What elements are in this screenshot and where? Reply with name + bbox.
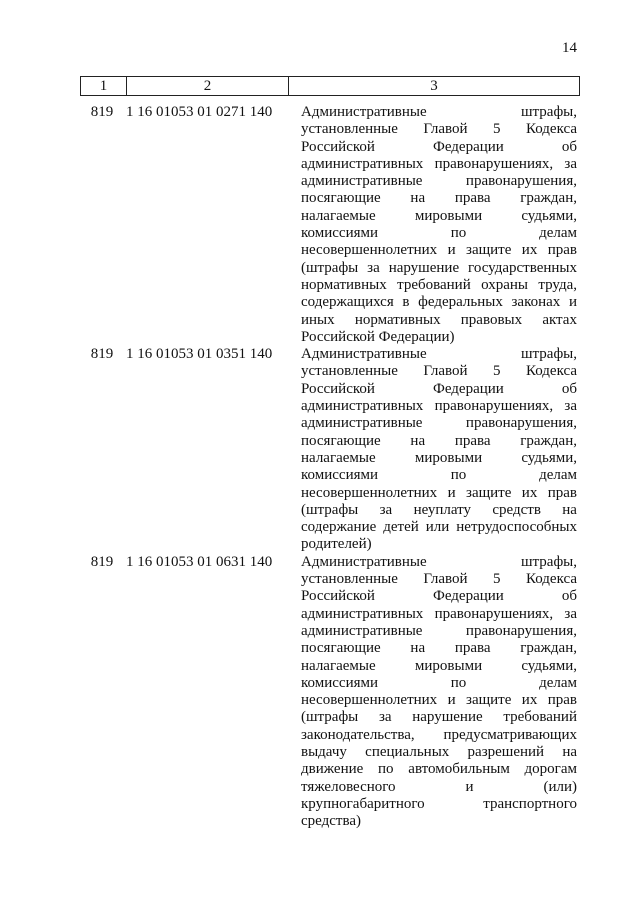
- description-word: за: [378, 709, 392, 726]
- description-word: иных: [301, 311, 335, 328]
- description-word: правонарушения,: [465, 622, 577, 639]
- description-word: крупногабаритного: [301, 795, 425, 812]
- table-row: [80, 554, 579, 831]
- description-word: по: [450, 225, 467, 242]
- table-row: [80, 346, 579, 554]
- description-word: Российской: [301, 138, 375, 155]
- description-word: транспортного: [483, 795, 577, 812]
- column-header-2: 2: [127, 77, 289, 96]
- description-word: Российской: [301, 380, 375, 397]
- description-line: [301, 554, 577, 571]
- description-line: [301, 744, 577, 761]
- description-word: штрафы,: [521, 553, 577, 570]
- description-word: на: [562, 501, 577, 518]
- description-word: граждан,: [520, 432, 577, 449]
- description-line: нормативных требований охраны труда,: [301, 276, 577, 293]
- description-word: законодательства,: [301, 726, 415, 743]
- description-word: права: [454, 190, 491, 207]
- description-word: правонарушения,: [465, 415, 577, 432]
- column-header-1: 1: [81, 77, 127, 96]
- description-line: [301, 571, 577, 588]
- description-cell: [301, 104, 577, 346]
- description-word: Федерации: [432, 138, 504, 155]
- description-line: содержащихся в федеральных законах и: [301, 294, 577, 311]
- page-number: 14: [562, 40, 577, 56]
- description-word: делам: [539, 467, 577, 484]
- description-word: 5: [493, 571, 501, 588]
- description-word: административные: [301, 622, 423, 639]
- description-line: [301, 208, 577, 225]
- description-word: установленные: [301, 121, 398, 138]
- description-word: Кодекса: [525, 121, 577, 138]
- description-word: на: [410, 190, 426, 207]
- description-word: Федерации: [432, 588, 504, 605]
- description-word: административные: [301, 173, 423, 190]
- budget-code-cell: 1 16 01053 01 0631 140: [126, 553, 273, 570]
- description-word: неуплату: [413, 501, 472, 518]
- description-line: административных правонарушениях, за: [301, 155, 577, 172]
- description-word: посягающие: [301, 190, 381, 207]
- description-word: по: [450, 467, 467, 484]
- description-word: штрафы,: [521, 104, 577, 120]
- description-line: [301, 415, 577, 432]
- description-line: [301, 779, 577, 796]
- description-word: средств: [492, 501, 541, 518]
- description-word: (штрафы: [301, 501, 359, 518]
- description-word: 5: [493, 363, 501, 380]
- description-word: за: [379, 501, 393, 518]
- description-line: [301, 796, 577, 813]
- description-word: на: [410, 432, 426, 449]
- description-line: средства): [301, 813, 361, 830]
- description-cell: [301, 346, 577, 554]
- description-word: правовых: [460, 311, 523, 328]
- admin-code-cell: 819: [90, 553, 114, 570]
- description-word: налагаемые: [301, 449, 376, 466]
- description-line: [301, 139, 577, 156]
- description-line: содержание детей или нетрудоспособных: [301, 519, 577, 536]
- description-word: актах: [542, 311, 577, 328]
- description-word: правонарушения,: [465, 173, 577, 190]
- description-word: Главой: [423, 363, 468, 380]
- description-line: [301, 727, 577, 744]
- description-word: посягающие: [301, 432, 381, 449]
- description-line: административных правонарушениях, за: [301, 398, 577, 415]
- description-word: мировыми: [414, 657, 483, 674]
- admin-code-cell: 819: [90, 346, 114, 363]
- description-line: [301, 623, 577, 640]
- description-line: [301, 675, 577, 692]
- budget-code-cell: 1 16 01053 01 0271 140: [126, 104, 273, 120]
- budget-code-cell: 1 16 01053 01 0351 140: [126, 346, 273, 363]
- description-word: Главой: [423, 121, 468, 138]
- description-word: мировыми: [414, 207, 483, 224]
- table-row: [80, 104, 579, 346]
- description-word: (или): [543, 778, 577, 795]
- description-word: граждан,: [520, 190, 577, 207]
- description-word: по: [450, 674, 467, 691]
- description-word: Главой: [423, 571, 468, 588]
- description-word: 5: [493, 121, 501, 138]
- description-line: несовершеннолетних и защите их прав: [301, 692, 577, 709]
- description-line: [301, 433, 577, 450]
- description-word: комиссиями: [301, 674, 379, 691]
- description-line: родителей): [301, 536, 372, 553]
- description-word: посягающие: [301, 640, 381, 657]
- description-word: установленные: [301, 571, 398, 588]
- description-line: [301, 346, 577, 363]
- description-word: мировыми: [414, 449, 483, 466]
- description-line: административных правонарушениях, за: [301, 605, 577, 622]
- description-word: Кодекса: [525, 571, 577, 588]
- description-line: [301, 363, 577, 380]
- description-line: [301, 104, 577, 121]
- description-word: делам: [539, 225, 577, 242]
- description-word: судьями,: [521, 449, 577, 466]
- description-word: налагаемые: [301, 207, 376, 224]
- description-line: [301, 588, 577, 605]
- description-word: нарушение: [412, 709, 483, 726]
- description-word: тяжеловесного: [301, 778, 396, 795]
- description-word: комиссиями: [301, 467, 379, 484]
- description-line: [301, 640, 577, 657]
- description-word: и: [465, 778, 474, 795]
- description-line: [301, 467, 577, 484]
- description-word: нормативных: [354, 311, 441, 328]
- description-word: специальных: [365, 743, 450, 760]
- description-word: на: [562, 743, 577, 760]
- description-word: права: [454, 432, 491, 449]
- description-word: на: [410, 640, 426, 657]
- description-line: [301, 173, 577, 190]
- description-word: административные: [301, 415, 423, 432]
- description-line: [301, 709, 577, 726]
- description-line: [301, 450, 577, 467]
- description-word: об: [561, 138, 577, 155]
- description-line: несовершеннолетних и защите их прав: [301, 484, 577, 501]
- description-word: комиссиями: [301, 225, 379, 242]
- description-line: [301, 312, 577, 329]
- description-word: об: [561, 380, 577, 397]
- description-word: делам: [539, 674, 577, 691]
- column-header-table: [80, 76, 580, 96]
- description-word: штрафы,: [521, 346, 577, 363]
- description-word: Административные: [301, 553, 427, 570]
- description-word: выдачу: [301, 743, 347, 760]
- description-word: (штрафы: [301, 709, 359, 726]
- description-word: предусматривающих: [443, 726, 577, 743]
- description-word: судьями,: [521, 657, 577, 674]
- admin-code-cell: 819: [90, 104, 114, 120]
- description-line: Российской Федерации): [301, 328, 455, 345]
- description-word: требований: [503, 709, 577, 726]
- description-word: права: [454, 640, 491, 657]
- description-line: [301, 381, 577, 398]
- description-word: разрешений: [467, 743, 545, 760]
- description-line: [301, 190, 577, 207]
- description-line: [301, 502, 577, 519]
- description-word: Федерации: [432, 380, 504, 397]
- description-line: [301, 225, 577, 242]
- description-word: Кодекса: [525, 363, 577, 380]
- description-word: об: [561, 588, 577, 605]
- description-line: [301, 121, 577, 138]
- description-line: несовершеннолетних и защите их прав: [301, 242, 577, 259]
- description-word: граждан,: [520, 640, 577, 657]
- description-line: (штрафы за нарушение государственных: [301, 259, 577, 276]
- description-word: судьями,: [521, 207, 577, 224]
- description-line: [301, 658, 577, 675]
- description-word: установленные: [301, 363, 398, 380]
- description-word: налагаемые: [301, 657, 376, 674]
- description-word: Административные: [301, 104, 427, 120]
- column-header-3: 3: [289, 77, 580, 96]
- description-word: Российской: [301, 588, 375, 605]
- description-word: Административные: [301, 346, 427, 363]
- description-line: движение по автомобильным дорогам: [301, 761, 577, 778]
- description-cell: [301, 554, 577, 831]
- table-body: [80, 104, 579, 830]
